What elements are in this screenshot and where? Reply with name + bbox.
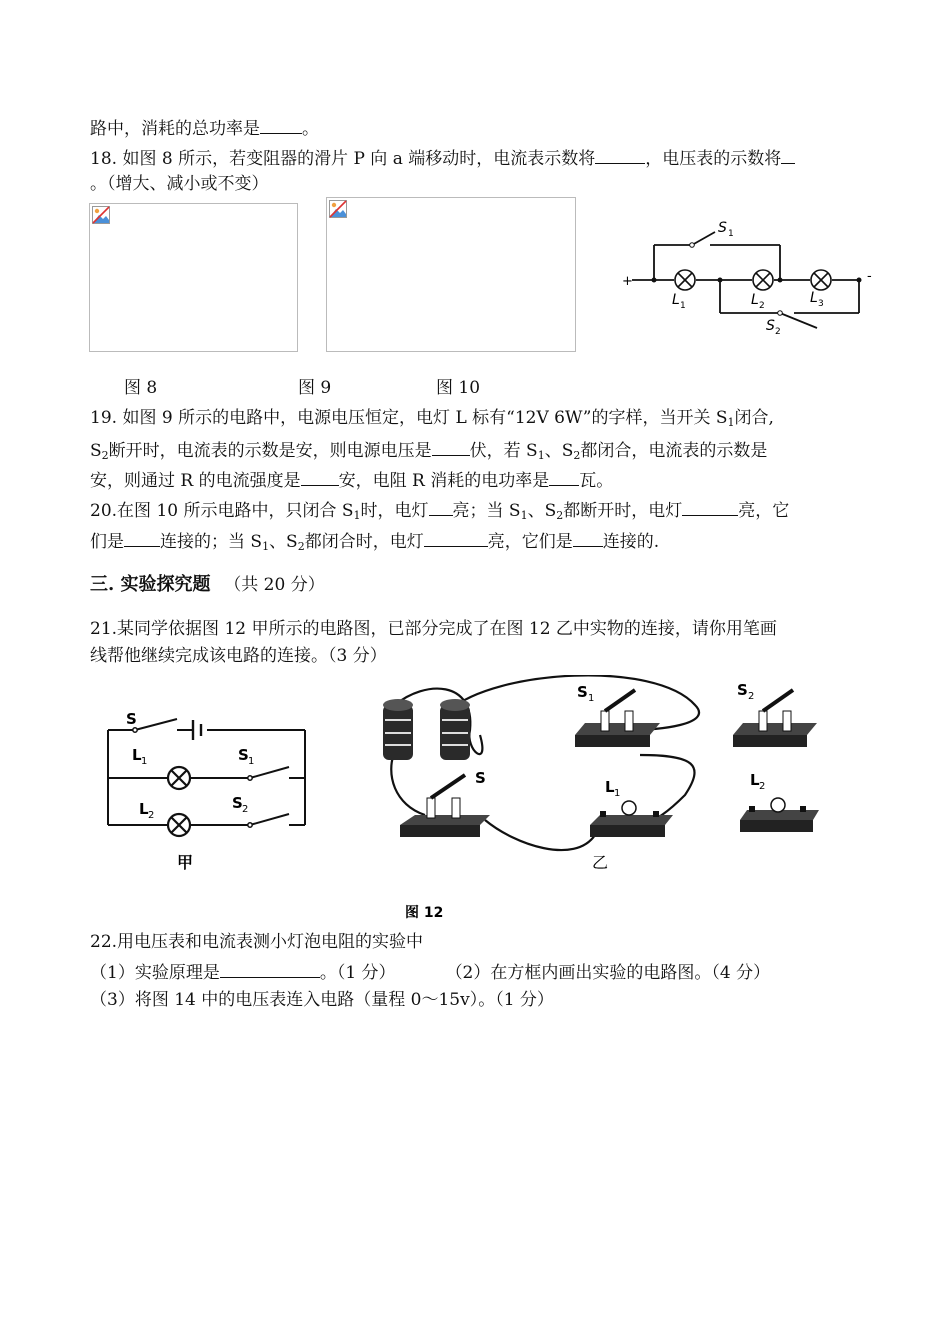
q18-blank-2[interactable]: [781, 145, 795, 164]
lamp-l3-icon: [811, 270, 831, 290]
q22-text-a: （1）实验原理是: [90, 963, 220, 983]
jia-s1-sub: 1: [248, 756, 255, 767]
q19-text-g: 都闭合，电流表的示数是: [580, 441, 768, 461]
yi-s1-label: S: [577, 683, 588, 701]
q17-line: [90, 115, 319, 141]
q19-text-f: 、S: [544, 441, 574, 461]
section-3-heading: [90, 570, 325, 596]
q19-text-j: 瓦。: [579, 471, 614, 491]
q19-blank-2[interactable]: [301, 467, 339, 486]
q20-blank-2[interactable]: [682, 497, 738, 516]
q18-text-c: 。（增大、减小或不变）: [90, 174, 269, 194]
q21-line-1: 21.某同学依据图 12 甲所示的电路图，已部分完成了在图 12 乙中实物的连接，请你用笔画: [90, 619, 777, 639]
jia-l1-sub: 1: [141, 756, 148, 767]
fig10-s1-label: S: [718, 220, 727, 236]
q18-line-1: [90, 145, 795, 171]
q19-sub-b: 2: [101, 449, 109, 462]
q20-blank-1[interactable]: [429, 497, 453, 516]
q20-blank-5[interactable]: [573, 528, 603, 547]
q20-text-b: 时，电灯: [360, 501, 429, 521]
jia-lamp-l2-icon: [168, 814, 190, 836]
q21-line-2: 线帮他继续完成该电路的连接。（3 分）: [90, 646, 387, 666]
q20-text-a: 20.在图 10 所示电路中，只闭合 S: [90, 501, 354, 521]
q19-text-h: 安，则通过 R 的电流强度是: [90, 471, 301, 491]
q20-text-k: 亮，它们是: [487, 532, 573, 552]
fig10-minus-label: -: [867, 269, 872, 284]
q20-sub-a: 1: [353, 509, 361, 522]
q17-text: 路中，消耗的总功率是: [90, 119, 260, 139]
figure-10-circuit: [612, 210, 877, 345]
yi-s2-sub: 2: [748, 691, 755, 702]
q19-sub-a: 1: [727, 416, 735, 429]
lamp-holder-l2-icon: [740, 798, 819, 832]
figure-12-caption: 图 12: [405, 905, 444, 921]
q20-blank-3[interactable]: [124, 528, 160, 547]
figure-12: [95, 675, 855, 925]
q19-sub-c: 1: [537, 449, 545, 462]
q19-sub-d: 2: [573, 449, 581, 462]
q19-line-1: [90, 406, 774, 430]
q22-text-b: 。（1 分）: [319, 963, 396, 983]
section-3-score: （共 20 分）: [224, 575, 325, 595]
lamp-l1-icon: [675, 270, 695, 290]
figure-12-yi-physical: [383, 675, 819, 872]
q19-blank-3[interactable]: [549, 467, 579, 486]
jia-s2-label: S: [232, 794, 243, 812]
q17-blank[interactable]: [260, 115, 302, 134]
q18-text-a: 18. 如图 8 所示，若变阻器的滑片 P 向 a 端移动时，电流表示数将: [90, 149, 596, 169]
q20-sub-d: 1: [262, 540, 270, 553]
section-3-title: 三. 实验探究题: [90, 574, 211, 595]
battery-2-icon: [440, 699, 470, 760]
q18-line-2: [90, 172, 269, 196]
jia-lamp-l1-icon: [168, 767, 190, 789]
q20-text-l: 连接的.: [602, 532, 660, 552]
q20-text-c: 亮；当 S: [452, 501, 521, 521]
q19-text-c: S: [90, 441, 102, 461]
fig10-s1-sub: 1: [728, 229, 734, 239]
q20-text-j: 都闭合时，电灯: [304, 532, 424, 552]
battery-1-icon: [383, 699, 413, 760]
lamp-holder-l1-icon: [590, 801, 673, 837]
figure-9-image: [326, 197, 576, 352]
q19-line-2: [90, 437, 767, 463]
yi-s-label: S: [475, 769, 486, 787]
q20-text-d: 、S: [527, 501, 557, 521]
yi-l1-label: L: [605, 778, 615, 796]
q20-blank-4[interactable]: [424, 528, 488, 547]
q20-sub-c: 2: [556, 509, 564, 522]
lamp-l2-icon: [753, 270, 773, 290]
broken-image-icon: [92, 206, 110, 224]
fig10-l2-label: L: [751, 292, 759, 308]
fig10-l1-label: L: [672, 292, 680, 308]
jia-l2-label: L: [139, 800, 149, 818]
yi-s2-label: S: [737, 681, 748, 699]
yi-s1-sub: 1: [588, 693, 595, 704]
q20-text-f: 亮，它: [738, 501, 790, 521]
jia-label: 甲: [177, 853, 194, 872]
q20-sub-b: 1: [520, 509, 528, 522]
q22-text-c: （2）在方框内画出实验的电路图。（4 分）: [445, 963, 771, 983]
q20-text-i: 、S: [269, 532, 298, 552]
q19-line-3: [90, 467, 613, 493]
fig10-l1-sub: 1: [680, 301, 686, 311]
q19-text-i: 安，电阻 R 消耗的电功率是: [338, 471, 550, 491]
figure-12-jia-schematic: [108, 710, 305, 872]
fig10-l3-sub: 3: [818, 299, 824, 309]
q22-line-3: （3）将图 14 中的电压表连入电路（量程 0～15v）。（1 分）: [90, 990, 554, 1010]
q22-line-2: [90, 959, 770, 985]
q22-blank-1[interactable]: [220, 959, 320, 978]
caption-fig-10: 图 10: [436, 378, 481, 398]
jia-s-label: S: [126, 710, 137, 728]
q20-text-e: 都断开时，电灯: [563, 501, 683, 521]
q19-text-d: 断开时，电流表的示数是安，则电源电压是: [108, 441, 432, 461]
fig10-l2-sub: 2: [759, 301, 765, 311]
q18-text-b: ，电压表的示数将: [645, 149, 782, 169]
q20-text-h: 连接的；当 S: [160, 532, 263, 552]
fig10-s2-label: S: [766, 318, 775, 334]
fig10-s2-sub: 2: [775, 327, 781, 337]
q18-blank-1[interactable]: [595, 145, 645, 164]
yi-label: 乙: [592, 853, 609, 872]
q19-text-a: 19. 如图 9 所示的电路中，电源电压恒定，电灯 L 标有“12V 6W”的字样，当开关 S: [90, 408, 728, 428]
fig10-l3-label: L: [810, 290, 818, 306]
q19-blank-1[interactable]: [432, 437, 470, 456]
q20-line-1: [90, 497, 789, 523]
fig10-plus-label: +: [622, 274, 633, 289]
caption-fig-8: 图 8: [124, 378, 158, 398]
jia-l2-sub: 2: [148, 810, 155, 821]
q22-line-1: 22.用电压表和电流表测小灯泡电阻的实验中: [90, 932, 424, 952]
q19-text-e: 伏，若 S: [469, 441, 538, 461]
q20-text-g: 们是: [90, 532, 124, 552]
q17-end: 。: [302, 119, 319, 139]
q20-sub-e: 2: [297, 540, 305, 553]
jia-l1-label: L: [132, 746, 142, 764]
q19-text-b: 闭合,: [734, 408, 774, 428]
yi-l2-label: L: [750, 771, 760, 789]
yi-l2-sub: 2: [759, 781, 766, 792]
yi-l1-sub: 1: [614, 788, 621, 799]
broken-image-icon: [329, 200, 347, 218]
figure-8-image: [89, 203, 298, 352]
jia-s1-label: S: [238, 746, 249, 764]
caption-fig-9: 图 9: [298, 378, 332, 398]
jia-s2-sub: 2: [242, 804, 249, 815]
q20-line-2: [90, 528, 659, 554]
